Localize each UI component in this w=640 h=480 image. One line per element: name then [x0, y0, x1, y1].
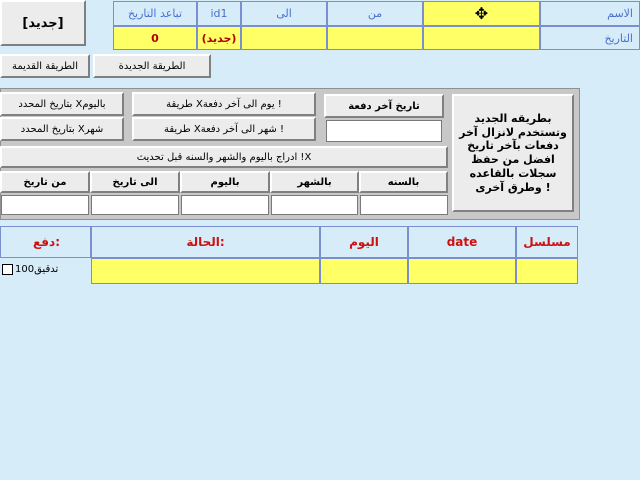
- by-day-button[interactable]: باليوم: [180, 171, 270, 193]
- audit-checkbox-label: تدقيق100: [15, 263, 59, 275]
- from-date-button[interactable]: من تاريخ: [0, 171, 90, 193]
- method-day-button[interactable]: طريقة Xيوم الى آخر دفعة !: [132, 92, 316, 116]
- year-input[interactable]: [360, 195, 448, 215]
- by-date-month-button[interactable]: بتاريخ المحدد Xشهر: [0, 117, 124, 141]
- new-button[interactable]: [جديد]: [0, 0, 86, 46]
- name-field[interactable]: [423, 1, 540, 26]
- month-input[interactable]: [271, 195, 358, 215]
- by-month-button[interactable]: بالشهر: [270, 171, 359, 193]
- col-date-header: التاريخ: [540, 26, 640, 50]
- method-month-button[interactable]: طريقة Xشهر الى آخر دفعة !: [132, 117, 316, 141]
- date-value[interactable]: [423, 26, 540, 50]
- grid-header-paid: دفع:: [0, 226, 91, 258]
- info-box: بطريقه الجديد وتستخدم لانزال آخر دفعات بآخر تاريخ افضل من حفظ سجلات بالقاعده وطرق آخرى !: [452, 94, 574, 212]
- from-date-input[interactable]: [1, 195, 89, 215]
- col-from-header: من: [327, 1, 423, 26]
- audit-checkbox-row[interactable]: [2, 262, 90, 276]
- old-method-button[interactable]: الطريقة القديمة: [0, 54, 90, 78]
- grid-header-date: date: [408, 226, 516, 258]
- grid-cell-serial[interactable]: [516, 258, 578, 284]
- grid-cell-status[interactable]: [91, 258, 320, 284]
- grid-header-status: الحالة:: [91, 226, 320, 258]
- last-payment-date-input[interactable]: [326, 120, 442, 142]
- id1-value[interactable]: (جديد): [197, 26, 241, 50]
- day-input[interactable]: [181, 195, 269, 215]
- col-id1-header: id1: [197, 1, 241, 26]
- col-name-header: الاسم: [540, 1, 640, 26]
- from-value[interactable]: [327, 26, 423, 50]
- new-method-button[interactable]: الطريقة الجديدة: [93, 54, 211, 78]
- grid-cell-day[interactable]: [320, 258, 408, 284]
- date-gap-value[interactable]: 0: [113, 26, 197, 50]
- audit-checkbox[interactable]: [2, 264, 13, 275]
- col-date-gap-header: تباعد التاريخ: [113, 1, 197, 26]
- to-date-button[interactable]: الى تاريخ: [90, 171, 180, 193]
- move-cursor-icon: ✥: [474, 4, 489, 23]
- by-year-button[interactable]: بالسنه: [359, 171, 448, 193]
- to-value[interactable]: [241, 26, 327, 50]
- grid-header-day: اليوم: [320, 226, 408, 258]
- to-date-input[interactable]: [91, 195, 179, 215]
- insert-date-button[interactable]: ادراج باليوم والشهر والسنه قبل تحديث !X: [0, 146, 448, 168]
- grid-cell-date[interactable]: [408, 258, 516, 284]
- col-to-header: الى: [241, 1, 327, 26]
- by-date-day-button[interactable]: بتاريخ المحدد Xباليوم: [0, 92, 124, 116]
- last-payment-date-button[interactable]: تاريخ آخر دفعة: [324, 94, 444, 118]
- grid-header-serial: مسلسل: [516, 226, 578, 258]
